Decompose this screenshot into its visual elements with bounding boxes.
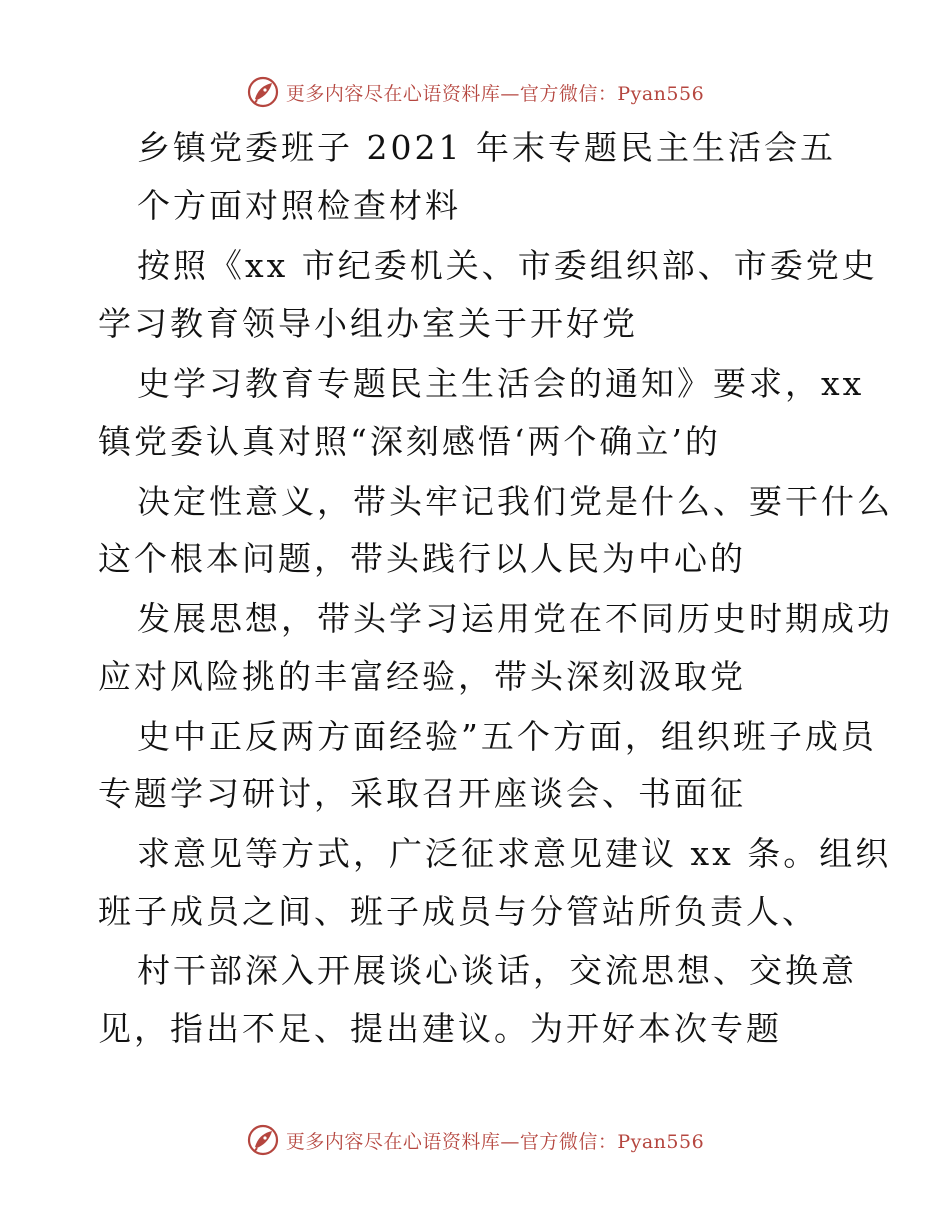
paragraph-line: 专题学习研讨，采取召开座谈会、书面征 <box>98 774 746 813</box>
paragraph-line: 史中正反两方面经验”五个方面，组织班子成员 <box>137 717 877 756</box>
paragraph-line: 村干部深入开展谈心谈话，交流思想、交换意 <box>137 951 857 990</box>
paragraph-line: 班子成员之间、班子成员与分管站所负责人、 <box>98 892 818 931</box>
paragraph-line: 应对风险挑的丰富经验，带头深刻汲取党 <box>98 657 746 696</box>
paragraph-line: 按照《xx 市纪委机关、市委组织部、市委党史 <box>137 246 878 285</box>
pen-nib-logo-icon <box>246 1123 280 1157</box>
paragraph-line: 史学习教育专题民主生活会的通知》要求，xx <box>137 364 865 403</box>
footer-watermark <box>0 1120 950 1160</box>
paragraph-line: 镇党委认真对照“深刻感悟‘两个确立’的 <box>98 422 721 461</box>
title-line: 个方面对照检查材料 <box>137 186 461 225</box>
title-line: 乡镇党委班子 2021 年末专题民主生活会五 <box>137 128 836 167</box>
header-watermark <box>0 72 950 112</box>
paragraph-line: 发展思想，带头学习运用党在不同历史时期成功 <box>137 599 893 638</box>
watermark-text: 更多内容尽在心语资料库—官方微信：Pyan556 <box>285 1130 705 1153</box>
paragraph-line: 见，指出不足、提出建议。为开好本次专题 <box>98 1009 782 1048</box>
paragraph-line: 决定性意义，带头牢记我们党是什么、要干什么 <box>137 482 893 521</box>
paragraph-line: 学习教育领导小组办室关于开好党 <box>98 304 638 343</box>
watermark-text: 更多内容尽在心语资料库—官方微信：Pyan556 <box>285 82 705 105</box>
paragraph-line: 这个根本问题，带头践行以人民为中心的 <box>98 539 746 578</box>
paragraph-line: 求意见等方式，广泛征求意见建议 xx 条。组织 <box>137 834 892 873</box>
pen-nib-logo-icon <box>246 75 280 109</box>
